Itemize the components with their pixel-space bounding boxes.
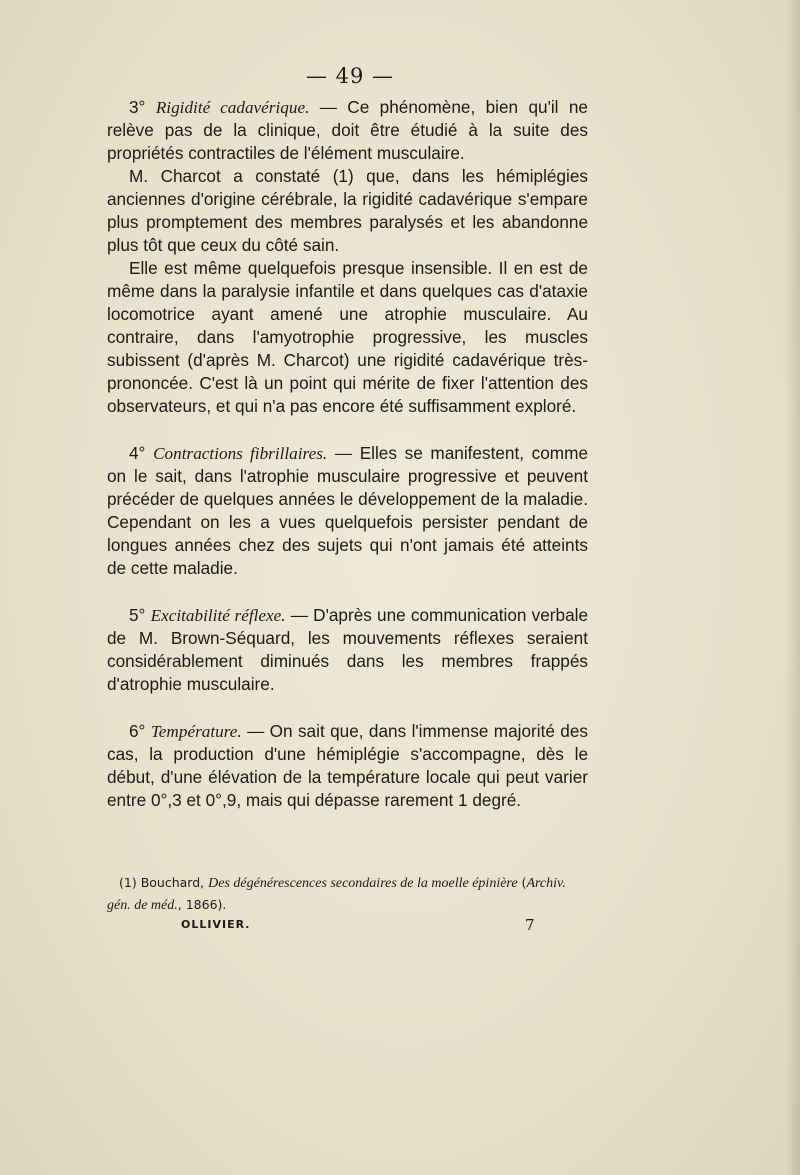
paragraph: 4° Contractions fibrillaires. — Elles se manifestent, comme on le sait, dans l'atrophie musculaire progressive et peuvent précéder de quelques années le développement de la maladie. Cependant on les a vues quelquefois persister pendant de longues années chez des sujets qui n'ont jamais été atteints de cette maladie.: [107, 443, 589, 578]
section-heading: Rigidité cadavérique.: [155, 98, 310, 117]
footnote: (1) Bouchard, Des dégénérescences secondaires de la moelle épinière (Archiv. gén. de méd., 1866).: [107, 875, 566, 913]
section-heading: Excitabilité réflexe.: [150, 606, 286, 625]
section-temperature: [107, 720, 588, 812]
paragraph: M. Charcot a constaté (1) que, dans les hémiplégies anciennes d'origine cérébrale, la rigidité cadavérique s'empare plus promptement des membres paralysés et les abandonne plus tôt que ceux du côté sain.: [107, 166, 588, 255]
printer-signature: OLLIVIER.: [181, 918, 251, 931]
page-edge-shadow: [786, 0, 800, 1175]
section-number: 5°: [129, 605, 146, 625]
main-text: [107, 96, 588, 812]
sheet-number: 7: [525, 916, 535, 934]
section-contractions: [107, 442, 588, 580]
section-number: 6°: [129, 721, 146, 741]
section-heading: Température.: [150, 722, 242, 741]
section-heading: Contractions fibrillaires.: [153, 444, 328, 463]
paragraph: Elle est même quelquefois presque insensible. Il en est de même dans la paralysie infantile et dans quelques cas d'ataxie locomotrice ayant amené une atrophie musculaire. Au contraire, dans l'amyotrophie progressive, les muscles subissent (d'après M. Charcot) une rigidité cadavérique très-prononcée. C'est là un point qui mérite de fixer l'attention des observateurs, et qui n'a pas encore été suffisamment exploré.: [107, 258, 588, 416]
footnote-source: Archiv. gén. de méd.: [107, 876, 566, 913]
paragraph: 5° Excitabilité réflexe. — D'après une communication verbale de M. Brown-Séquard, les mouvements réflexes seraient considérablement diminués dans les membres frappés d'atrophie musculaire.: [107, 605, 589, 694]
section-rigidite: [107, 96, 588, 418]
section-number: 4°: [129, 443, 146, 463]
footnote-title: Des dégénérescences secondaires de la moelle épinière: [208, 876, 518, 891]
section-excitabilite: [107, 604, 588, 696]
paragraph: 3° Rigidité cadavérique. — Ce phénomène, bien qu'il ne relève pas de la clinique, doit être étudié à la suite des propriétés contractiles de l'élément musculaire.: [107, 97, 588, 163]
paragraph: 6° Température. — On sait que, dans l'immense majorité des cas, la production d'une hémiplégie s'accompagne, dès le début, d'une élévation de la température locale qui peut varier entre 0°,3 et 0°,9, mais qui dépasse rarement 1 degré.: [107, 721, 588, 810]
footnote-marker: (1): [119, 875, 137, 890]
footnote-author: Bouchard,: [140, 875, 205, 890]
section-number: 3°: [129, 97, 146, 117]
page-number: — 49 —: [305, 64, 395, 88]
